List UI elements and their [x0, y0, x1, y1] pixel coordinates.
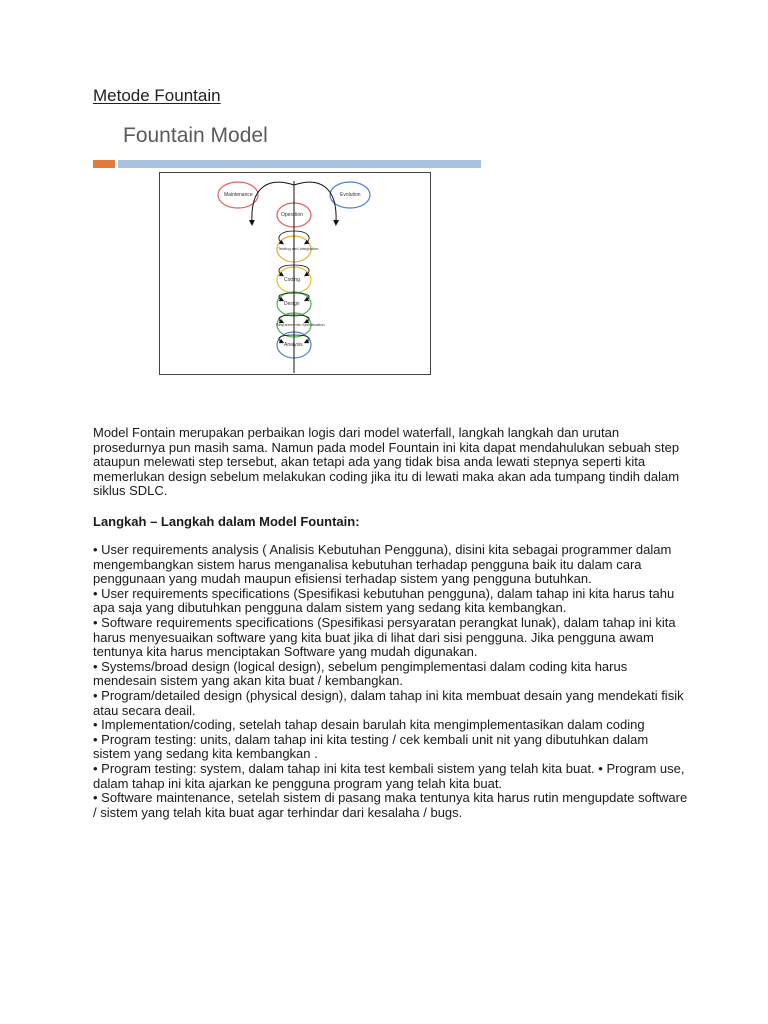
- figure-title-rule: [118, 160, 481, 168]
- loop-arrow-4: [279, 265, 294, 275]
- step-item: • Program testing: units, dalam tahap ini kita testing / cek kembali unit nit yang dibutuhkan dalam sistem yang sedang kita kembangkan .: [93, 731, 649, 762]
- step-item: • User requirements specifications (Spesifikasi kebutuhan pengguna), dalam tahap ini kita harus tahu apa saja yang dibutuhkan pengguna dalam sistem yang sedang kita kembangkan.: [93, 585, 675, 616]
- step-item: • Systems/broad design (logical design), sebelum pengimplementasi dalam coding kita harus mendesain sistem yang akan kita buat / kembangkan.: [93, 658, 628, 689]
- step-item: • User requirements analysis ( Analisis Kebutuhan Pengguna), disini kita sebagai programmer dalam mengembangkan sistem harus menganalisa kebutuhan terhadap pengguna baik itu dalam cara penggunaan yang mudah maupun efisiensi terhadap sistem yang pengguna butuhkan.: [93, 542, 672, 587]
- step-item: • Software maintenance, setelah sistem di pasang maka tentunya kita harus rutin mengupdate software / sistem yang telah kita buat agar terhindar dari kesalaha / bugs.: [93, 790, 688, 820]
- maintenance-label: Maintenance: [224, 192, 253, 198]
- analysis-label: Analysis: [284, 342, 303, 348]
- design-label: Design: [284, 301, 300, 307]
- requirements-label: Requirements Specification: [276, 322, 325, 327]
- fountain-model-diagram: [159, 172, 431, 375]
- figure-title: Fountain Model: [123, 124, 268, 147]
- intro-paragraph: Model Fontain merupakan perbaikan logis dari model waterfall, langkah langkah dan urutan prosedurnya pun masih sama. Namun pada model Fountain ini kita dapat mendahulukan sebuah step ataupun melewati step tersebut, akan tetapi ada yang tidak bisa anda lewati stepnya seperti kita memerlukan design sebelum melakukan coding jika itu di lewati maka akan ada tumpang tindih dalam siklus SDLC.: [93, 425, 680, 499]
- figure-accent-bar: [93, 160, 115, 168]
- operation-label: Operation: [281, 212, 303, 218]
- steps-heading: Langkah – Langkah dalam Model Fountain:: [93, 514, 360, 529]
- fountain-diagram-svg: [160, 173, 430, 374]
- loop-arrow-3: [294, 265, 309, 275]
- steps-list: [93, 543, 688, 820]
- integration-label: Testing and Integration: [278, 246, 319, 251]
- coding-label: Coding: [284, 277, 300, 283]
- step-item: • Program/detailed design (physical design), dalam tahap ini kita membuat desain yang mendekati fisik atau secara deail.: [93, 687, 684, 718]
- step-item: • Software requirements specifications (Spesifikasi persyaratan perangkat lunak), dalam tahap ini kita harus menyesuaikan software yang kita buat jika di lihat dari sisi pengguna. Jika pengguna awam tentunya kita harus menciptakan Software yang mudah digunakan.: [93, 614, 676, 660]
- evolution-label: Evolution: [340, 192, 361, 198]
- step-item: • Program testing: system, dalam tahap ini kita test kembali sistem yang telah kita buat. • Program use, dalam tahap ini kita ajarkan ke pengguna program yang telah kita buat.: [93, 760, 685, 791]
- document-heading: Metode Fountain: [93, 86, 221, 105]
- step-item: • Implementation/coding, setelah tahap desain barulah kita mengimplementasikan dalam coding: [93, 717, 645, 733]
